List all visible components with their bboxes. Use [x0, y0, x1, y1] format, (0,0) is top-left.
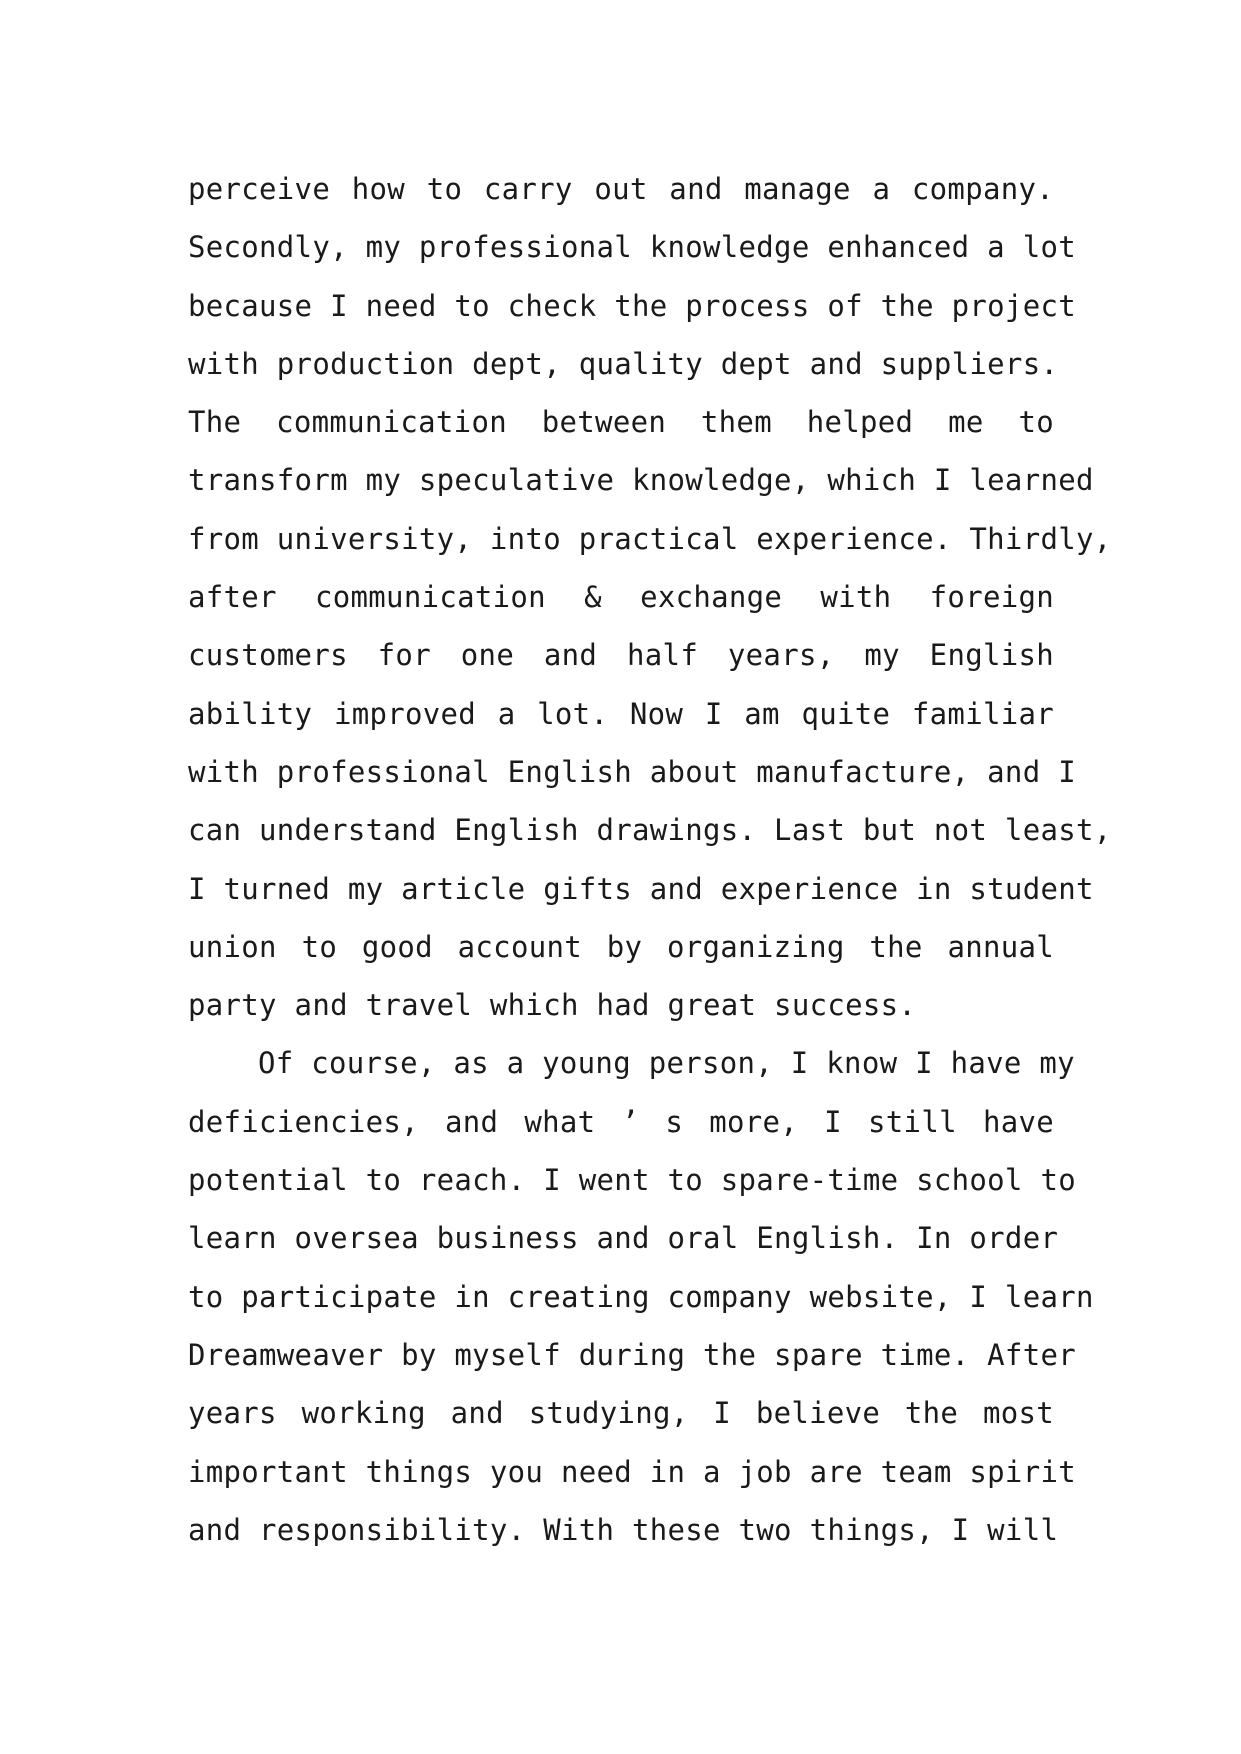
text-line: I turned my article gifts and experience in student — [188, 871, 1094, 906]
text-line: with professional English about manufacture, and I — [188, 754, 1076, 789]
text-line: and responsibility. With these two things, I will — [188, 1512, 1059, 1547]
paragraph — [188, 160, 1112, 1034]
body-text — [188, 160, 1112, 1559]
text-line: to participate in creating company website, I learn — [188, 1279, 1094, 1314]
text-line: union to good account by organizing the annual — [188, 929, 1054, 964]
text-line: Secondly, my professional knowledge enhanced a lot — [188, 230, 1076, 265]
text-line: because I need to check the process of the project — [188, 288, 1076, 323]
text-line: ability improved a lot. Now I am quite familiar — [188, 696, 1054, 731]
text-line: learn oversea business and oral English. In order — [188, 1221, 1059, 1256]
text-line: with production dept, quality dept and suppliers. — [188, 346, 1059, 381]
text-line: customers for one and half years, my English — [188, 638, 1054, 673]
text-line: deficiencies, and what ’ s more, I still have — [188, 1104, 1054, 1139]
text-line: Of course, as a young person, I know I have my — [258, 1046, 1075, 1081]
text-line: years working and studying, I believe the most — [188, 1396, 1054, 1431]
text-line: Dreamweaver by myself during the spare time. After — [188, 1337, 1076, 1372]
text-line: from university, into practical experience. Thirdly, — [188, 521, 1112, 556]
text-line: after communication & exchange with foreign — [188, 580, 1054, 615]
text-line: party and travel which had great success. — [188, 988, 917, 1023]
text-line: potential to reach. I went to spare-time school to — [188, 1163, 1076, 1198]
text-line: transform my speculative knowledge, which I learned — [188, 463, 1094, 498]
text-line: perceive how to carry out and manage a company. — [188, 172, 1054, 206]
text-line: can understand English drawings. Last but not least, — [188, 813, 1112, 848]
text-line: The communication between them helped me to — [188, 405, 1054, 440]
text-line: important things you need in a job are team spirit — [188, 1454, 1076, 1489]
paragraph — [188, 1034, 1094, 1559]
